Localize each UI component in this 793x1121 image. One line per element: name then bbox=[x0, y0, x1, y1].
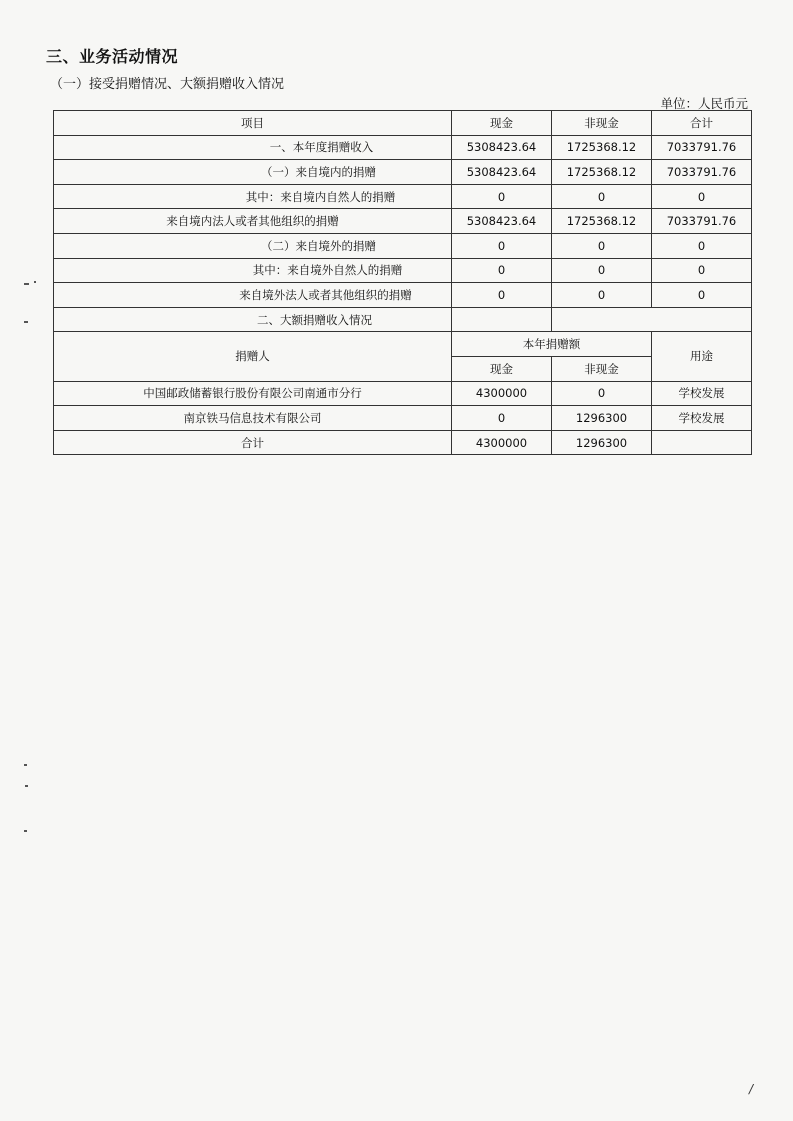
donor-cash: 0 bbox=[452, 406, 552, 431]
row-label: 一、本年度捐赠收入 bbox=[54, 135, 452, 160]
row-cash: 5308423.64 bbox=[452, 209, 552, 234]
row-total: 7033791.76 bbox=[652, 160, 752, 185]
row-cash: 0 bbox=[452, 283, 552, 308]
large-header-row bbox=[54, 332, 752, 357]
total-label: 合计 bbox=[54, 430, 452, 455]
donor-name: 中国邮政储蓄银行股份有限公司南通市分行 bbox=[54, 381, 452, 406]
table-row bbox=[54, 381, 752, 406]
donor-non-cash: 0 bbox=[552, 381, 652, 406]
header-year-amount: 本年捐赠额 bbox=[452, 332, 652, 357]
row-cash: 5308423.64 bbox=[452, 135, 552, 160]
header-non-cash: 非现金 bbox=[552, 356, 652, 381]
header-non-cash: 非现金 bbox=[552, 111, 652, 136]
scan-speck bbox=[24, 830, 27, 832]
header-donor: 捐赠人 bbox=[54, 332, 452, 381]
row-cash: 5308423.64 bbox=[452, 160, 552, 185]
scan-speck bbox=[24, 764, 27, 766]
header-item: 项目 bbox=[54, 111, 452, 136]
row-cash: 0 bbox=[452, 258, 552, 283]
table-row bbox=[54, 209, 752, 234]
scan-speck bbox=[25, 785, 28, 787]
donation-table bbox=[53, 110, 752, 455]
row-total: 7033791.76 bbox=[652, 209, 752, 234]
header-cash: 现金 bbox=[452, 111, 552, 136]
row-label: 来自境外法人或者其他组织的捐赠 bbox=[54, 283, 452, 308]
total-usage bbox=[652, 430, 752, 455]
row-label: （一）来自境内的捐赠 bbox=[54, 160, 452, 185]
table-header-row bbox=[54, 111, 752, 136]
table-row bbox=[54, 258, 752, 283]
large-section-row bbox=[54, 307, 752, 332]
donor-non-cash: 1296300 bbox=[552, 406, 652, 431]
total-row bbox=[54, 430, 752, 455]
page-mark: / bbox=[748, 1082, 753, 1096]
section-title: 三、业务活动情况 bbox=[46, 47, 179, 66]
header-cash: 现金 bbox=[452, 356, 552, 381]
row-non-cash: 1725368.12 bbox=[552, 160, 652, 185]
large-section-label: 二、大额捐赠收入情况 bbox=[54, 307, 452, 332]
subsection-title: （一）接受捐赠情况、大额捐赠收入情况 bbox=[50, 77, 285, 92]
donor-cash: 4300000 bbox=[452, 381, 552, 406]
table-row bbox=[54, 184, 752, 209]
donor-usage: 学校发展 bbox=[652, 406, 752, 431]
row-label: 其中：来自境外自然人的捐赠 bbox=[54, 258, 452, 283]
donor-name: 南京铁马信息技术有限公司 bbox=[54, 406, 452, 431]
total-non-cash: 1296300 bbox=[552, 430, 652, 455]
row-non-cash: 0 bbox=[552, 233, 652, 258]
row-label: （二）来自境外的捐赠 bbox=[54, 233, 452, 258]
scan-speck bbox=[34, 281, 36, 283]
header-total: 合计 bbox=[652, 111, 752, 136]
table-row bbox=[54, 160, 752, 185]
row-total: 0 bbox=[652, 184, 752, 209]
row-cash: 0 bbox=[452, 184, 552, 209]
scan-speck bbox=[24, 283, 29, 285]
empty-cell bbox=[552, 307, 752, 332]
row-total: 0 bbox=[652, 258, 752, 283]
table-row bbox=[54, 283, 752, 308]
donor-usage: 学校发展 bbox=[652, 381, 752, 406]
table-row bbox=[54, 135, 752, 160]
row-total: 7033791.76 bbox=[652, 135, 752, 160]
row-non-cash: 0 bbox=[552, 258, 652, 283]
row-label: 其中：来自境内自然人的捐赠 bbox=[54, 184, 452, 209]
row-cash: 0 bbox=[452, 233, 552, 258]
row-non-cash: 1725368.12 bbox=[552, 209, 652, 234]
row-total: 0 bbox=[652, 283, 752, 308]
row-non-cash: 0 bbox=[552, 283, 652, 308]
total-cash: 4300000 bbox=[452, 430, 552, 455]
table-row bbox=[54, 406, 752, 431]
row-total: 0 bbox=[652, 233, 752, 258]
table-row bbox=[54, 233, 752, 258]
scan-speck bbox=[24, 321, 28, 323]
empty-cell bbox=[452, 307, 552, 332]
header-usage: 用途 bbox=[652, 332, 752, 381]
row-non-cash: 1725368.12 bbox=[552, 135, 652, 160]
unit-label: 单位：人民币元 bbox=[660, 96, 748, 111]
row-non-cash: 0 bbox=[552, 184, 652, 209]
row-label: 来自境内法人或者其他组织的捐赠 bbox=[54, 209, 452, 234]
